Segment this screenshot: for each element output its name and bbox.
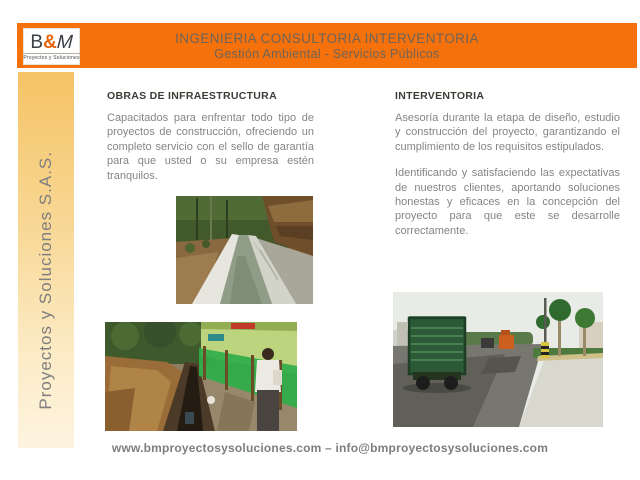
- logo-subtitle: Proyectos y Soluciones: [23, 54, 80, 61]
- obras-body: Capacitados para enfrentar todo tipo de proyectos de construcción, ofreciendo un completo servicio con el sello de garantía para que usted o su empresa estén tranquilos.: [107, 112, 314, 182]
- sidebar-company-name: Proyectos y Soluciones S.A.S.: [36, 150, 55, 410]
- banner-title-line1: INGENIERIA CONSULTORIA INTERVENTORIA: [175, 30, 479, 46]
- interventoria-paragraph2: Identificando y satisfaciendo las expectativas de nuestros clientes, aportando soluciones honestas y eficaces en la concepción del proyecto para que este se desarrolle correctamente.: [395, 167, 620, 237]
- logo-letter-b: B: [30, 31, 44, 53]
- trench-excavation-photo: [105, 322, 297, 431]
- banner-title-line2: Gestión Ambiental - Servicios Públicos: [214, 46, 440, 61]
- section-interventoria: [395, 90, 620, 250]
- sidebar: [18, 72, 74, 448]
- section-obras: [107, 90, 314, 195]
- logo-ampersand: &: [43, 31, 57, 53]
- street-paving-photo: [393, 292, 603, 427]
- header-banner: [17, 23, 637, 68]
- logo-bm-wordmark: [30, 31, 76, 53]
- canal-construction-photo: [176, 196, 313, 304]
- interventoria-paragraph1: Asesoría durante la etapa de diseño, estudio y construcción del proyecto, garantizando el cumplimiento de los requisitos estipulados.: [395, 112, 620, 153]
- interventoria-title: INTERVENTORIA: [395, 90, 485, 102]
- footer-contact-text: www.bmproyectosysoluciones.com – info@bmproyectosysoluciones.com: [111, 441, 549, 455]
- company-logo: [23, 28, 80, 65]
- obras-title: OBRAS DE INFRAESTRUCTURA: [107, 90, 277, 102]
- logo-letter-m: M: [54, 31, 76, 53]
